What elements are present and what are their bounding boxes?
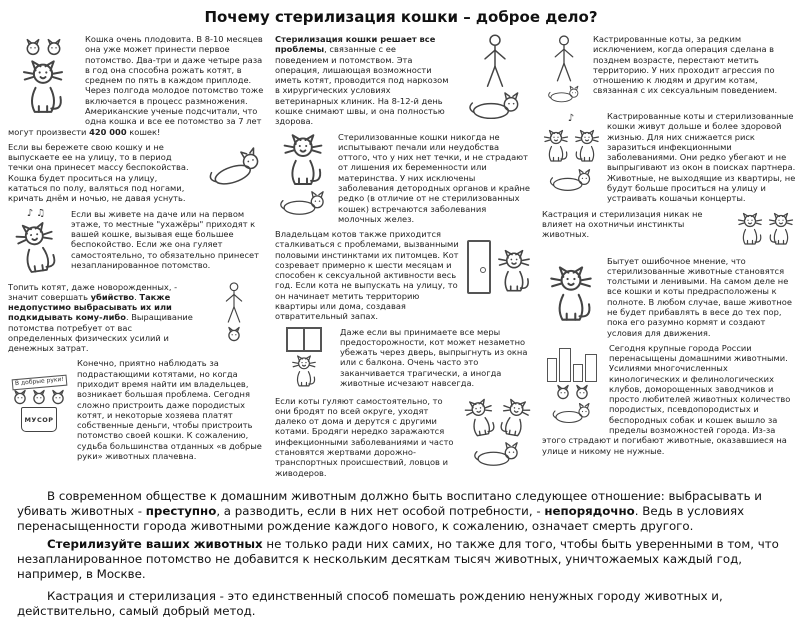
happy-cat-icon xyxy=(542,126,571,166)
block-text: Если коты гуляют самостоятельно, то они бродят по всей округе, уходят далеко от дома и дерутся с другими котами. Бродяги нередко заражаются инфекционными заболеваниями и часто становятся жертвами дорожно-транспортных происшествий, ловцов и живодеров. xyxy=(275,395,454,478)
conclusion-section xyxy=(8,483,794,619)
content-cat-icon xyxy=(278,132,328,188)
kitten-icon xyxy=(554,384,572,400)
block-drowning-kittens xyxy=(8,282,264,354)
kitten-icon xyxy=(23,38,43,56)
block-finding-homes xyxy=(8,358,264,461)
hunting-cats-illustration xyxy=(732,209,798,249)
escaping-cat-icon xyxy=(287,354,321,388)
exercising-cat-illustration xyxy=(542,256,600,332)
cat-on-table-icon xyxy=(468,91,522,120)
block-text: Даже если вы принимаете все меры предосторожности, кот может незаметно убежать через дверь, выпрыгнуть из окна или с балкона. Очень часто это заканчивается трагически, а иногда животные исчезают навсегда. xyxy=(340,326,528,388)
balcony-cat-illustration xyxy=(275,327,333,389)
kitten-icon xyxy=(30,389,48,405)
tomcat-icon xyxy=(494,248,532,294)
window-icon xyxy=(286,327,322,353)
lounging-cat-icon xyxy=(278,190,328,216)
fit-cat-icon xyxy=(545,264,597,324)
block-tomcat-marking xyxy=(275,229,531,322)
block-text: Кастрация и стерилизация никак не влияет на охотничьи инстинкты животных. xyxy=(542,208,703,240)
block-text: Если вы бережете свою кошку и не выпускаете ее на улицу, то в период течки она принесет массу беспокойства. Кошка будет проситься на улицу, кататься по полу, валяться под ногами, кричать днём и ночью, не давая уснуть. xyxy=(8,141,189,204)
city-cats-illustration xyxy=(542,343,602,429)
kittens-icons xyxy=(225,326,243,342)
music-note-icon: ♪ ♫ xyxy=(26,208,46,219)
vet-surgery-illustration xyxy=(459,34,531,120)
stray-cat-icon xyxy=(494,396,531,442)
rolling-cat-illustration xyxy=(206,142,264,194)
music-note-icon: ♪ xyxy=(567,113,575,124)
marking-cat-illustration xyxy=(469,229,531,305)
block-longer-life xyxy=(542,111,798,204)
kittens-icons xyxy=(11,389,67,405)
kitten-icon xyxy=(225,326,243,342)
serenade-cat-illustration xyxy=(8,209,64,275)
block-text: Сегодня крупные города России перенасыщены домашними животными. Усилиями многочисленных кинологических и фелинологических клубов, доморощенных заводчиков и просто любителей животных количество породистых, псевдопородистых и беспородных собак и кошек вышло за пределы возможностей города. Из-за этого страдают и погибают животные, оказавшиеся на улице и никому не нужные. xyxy=(542,342,791,456)
block-city-oversaturation xyxy=(542,343,798,456)
owner-icon xyxy=(552,35,576,83)
rolling-cat-icon xyxy=(203,144,264,192)
kittens-icons xyxy=(23,38,64,56)
kitten-icon xyxy=(11,389,29,405)
happy-cats-illustration xyxy=(542,111,600,195)
block-text: Кастрированные коты, за редким исключением, когда операция сделана в позднем возрасте, перестают метить территорию. У них проходит агрессия по отношению к людям и другим котам, связанная с их сексуальным поведением. xyxy=(593,34,778,96)
block-text: Стерилизация кошки решает все проблемы, связанные с ее поведением и потомством. Эта операция, лишающая возможности иметь котят, проводится под наркозом в хирургических условиях ветеринарных клиник. На 8-12-й день кошке снимают швы, и она полностью здорова. xyxy=(275,34,449,127)
left-column xyxy=(8,34,264,466)
middle-column xyxy=(275,34,531,483)
calm-tomcat-illustration xyxy=(542,34,586,104)
tomcat-icon xyxy=(8,217,63,276)
block-text: Если вы живете на даче или на первом этаже, то местные "ухажёры" приходят к вашей кошке, вызывая еще большее беспокойство. Если же она гуляет самостоятельно, то обязательно принесет незапланированное потомство. xyxy=(71,208,259,270)
fighting-cats-illustration xyxy=(463,396,531,468)
block-hunting-instincts xyxy=(542,209,798,251)
block-text: Кошка очень плодовита. В 8-10 месяцев она уже может принести первое потомство. Два-три и даже четыре раза в год она способна рожать котят, в среднем по пять в каждом приплоде. Через полгода молодое потомство тоже включается в процесс размножения. Американские ученые подсчитали, что одна кошка и все ее потомство за 7 лет могут произвести 420 000 кошек! xyxy=(8,34,264,137)
conclusion-paragraph-2: Стерилизуйте ваших животных не только ради них самих, но также для того, чтобы быть уверенными в том, что незапланированное потомство не добавится к нескольким десяткам тысяч животных, уничтожаемых каждый год, например, в Москве. xyxy=(17,536,779,581)
calm-cat-icon xyxy=(546,85,582,103)
abandoned-kittens-illustration xyxy=(204,282,264,342)
block-sterilization-solves xyxy=(275,34,531,127)
vet-icon xyxy=(481,34,509,89)
conclusion-paragraph-1: В современном обществе к домашним животным должно быть воспитано следующее отношение: выбрасывать и убивать животных - преступно, а разводить, если в них нет особой потребности, - непорядочно. Ведь в условиях перенасыщенности города животными рождение каждого нового, к сожалению, означает смерть другого. xyxy=(17,488,762,533)
street-cat-icon xyxy=(550,402,594,424)
block-heat-behavior xyxy=(8,142,264,204)
conclusion-paragraph-3: Кастрация и стерилизация - это единственный способ помешать рождению ненужных городу животных и, действительно, самый добрый метод. xyxy=(17,588,723,618)
block-stray-dangers xyxy=(275,396,531,478)
block-cat-fertility xyxy=(8,34,264,137)
trash-label: МУСОР xyxy=(24,415,54,424)
kitten-icon xyxy=(44,38,64,56)
cat-with-kittens-illustration xyxy=(8,34,78,120)
kitten-icon xyxy=(573,384,591,400)
block-text: Бытует ошибочное мнение, что стерилизованные животные становятся толстыми и ленивыми. На самом деле не все кошки и коты предрасположены к полноте. В любом случае, ваше животное не будет прибавлять в весе до тех пор, пока его разумно кормят и создают условия для движения. xyxy=(607,255,792,338)
block-sterilized-health xyxy=(275,132,531,225)
city-skyline-icon xyxy=(547,348,597,382)
mother-cat-icon xyxy=(18,58,68,116)
happy-cat-icon xyxy=(572,126,602,166)
door-icon xyxy=(467,240,491,294)
trash-bin xyxy=(21,407,57,432)
person-icon xyxy=(221,282,247,324)
block-text: Стерилизованные кошки никогда не испытывают печали или неудобства оттого, что у них нет течки, и не страдают от лишения их беременности или материнства. У них исключены заболевания детородных органов и крайне редко (в отличие от не стерилизованных кошек) встречаются заболевания молочных желез. xyxy=(338,131,530,224)
kitten-icon xyxy=(49,389,67,405)
right-column xyxy=(542,34,798,461)
content-columns xyxy=(8,34,794,483)
resting-cat-illustration xyxy=(275,132,331,216)
block-fat-myth xyxy=(542,256,798,338)
hunter-cat-icon xyxy=(766,211,796,247)
block-text: Владельцам котов также приходится сталкиваться с проблемами, вызванными половыми инстинктами их питомцев. Кот созревает примерно к шести месяцам и способен к сексуальной активности весь год. Если кота не выпускать на улицу, то он начинает метить территорию квартиры или дома, создавая отвратительный запах. xyxy=(275,229,459,322)
block-suitors xyxy=(8,209,264,277)
block-text: Конечно, приятно наблюдать за подрастающими котятами, но когда приходит время найти им владельцев, возникает большая проблема. Сегодня сложно пристроить даже породистых котят, и некоторые хозяева платят собственные деньги, чтобы пристроить потомство своей кошки. К сожалению, судьба большинства отданных «в добрые руки» животных плачевна. xyxy=(77,358,262,461)
block-text: Топить котят, даже новорожденных, - значит совершать убийство. Также недопустимо выбрасывать их или подкидывать кому-либо. Выращивание потомства потребует от вас определенных физических усилий и денежных затрат. xyxy=(8,281,193,354)
block-escape-risk xyxy=(275,327,531,391)
good-hands-sign: В добрые руки! xyxy=(11,374,67,389)
page-title: Почему стерилизация кошки – доброе дело? xyxy=(204,8,598,26)
block-castrated-no-marking xyxy=(542,34,798,106)
block-text: Кастрированные коты и стерилизованные кошки живут дольше и более здоровой жизнью. Для них снижается риск заразиться инфекционными заболеваниями. Они редко убегают и не выпрыгивают из окон в поисках партнера. Животные, не выходящие из квартиры, не будут больше проситься на улицу и устраивать кошачьи концерты. xyxy=(607,111,796,204)
trash-kittens-illustration xyxy=(8,358,70,450)
hunter-cat-icon xyxy=(735,211,765,247)
injured-cat-icon xyxy=(472,441,522,467)
relaxed-cat-icon xyxy=(547,168,595,192)
stray-kittens-icons xyxy=(554,384,591,400)
